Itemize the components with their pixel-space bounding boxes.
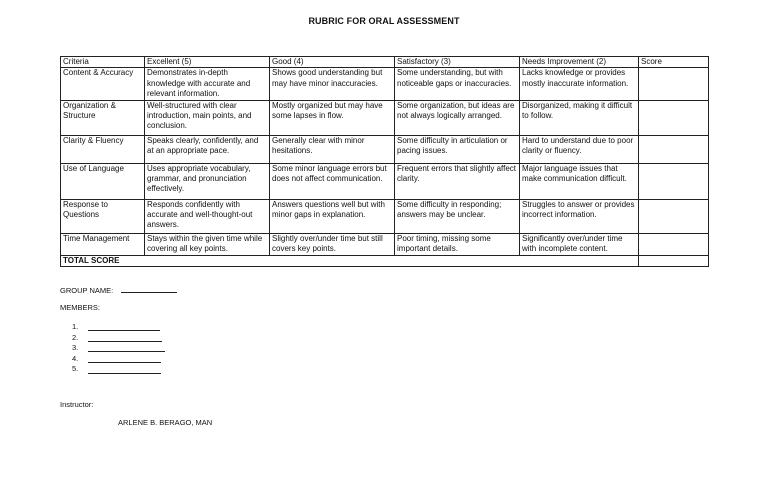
group-name-label: GROUP NAME: xyxy=(60,286,114,295)
table-header-row xyxy=(61,57,709,68)
group-name-line xyxy=(60,285,177,295)
satisfactory-cell: Some difficulty in articulation or pacing issues. xyxy=(395,135,520,163)
satisfactory-cell: Some difficulty in responding; answers may be unclear. xyxy=(395,199,520,233)
member-name-field[interactable] xyxy=(88,366,161,374)
good-cell: Shows good understanding but may have minor inaccuracies. xyxy=(270,68,395,100)
excellent-cell: Well-structured with clear introduction, main points, and conclusion. xyxy=(145,100,270,135)
header-good: Good (4) xyxy=(270,57,395,68)
list-item xyxy=(72,364,165,375)
satisfactory-cell: Poor timing, missing some important details. xyxy=(395,233,520,255)
list-item xyxy=(72,343,165,354)
good-cell: Some minor language errors but does not affect communication. xyxy=(270,163,395,199)
table-row xyxy=(61,135,709,163)
excellent-cell: Speaks clearly, confidently, and at an appropriate pace. xyxy=(145,135,270,163)
criteria-cell: Time Management xyxy=(61,233,145,255)
total-score-row xyxy=(61,255,709,266)
member-name-field[interactable] xyxy=(88,323,160,331)
criteria-cell: Use of Language xyxy=(61,163,145,199)
header-excellent: Excellent (5) xyxy=(145,57,270,68)
list-item xyxy=(72,322,165,333)
good-cell: Generally clear with minor hesitations. xyxy=(270,135,395,163)
needs-improvement-cell: Lacks knowledge or provides mostly inaccurate information. xyxy=(520,68,639,100)
table-row xyxy=(61,68,709,100)
members-label: MEMBERS: xyxy=(60,303,101,312)
total-score-label: TOTAL SCORE xyxy=(61,255,639,266)
member-number: 2. xyxy=(72,332,79,342)
criteria-cell: Organization & Structure xyxy=(61,100,145,135)
rubric-table xyxy=(60,56,709,267)
member-name-field[interactable] xyxy=(88,344,165,352)
score-cell[interactable] xyxy=(639,68,709,100)
table-row xyxy=(61,233,709,255)
list-item xyxy=(72,333,165,344)
instructor-name: ARLENE B. BERAGO, MAN xyxy=(118,418,213,427)
document-title: RUBRIC FOR ORAL ASSESSMENT xyxy=(308,16,460,26)
member-name-field[interactable] xyxy=(88,355,161,363)
excellent-cell: Stays within the given time while covering all key points. xyxy=(145,233,270,255)
needs-improvement-cell: Significantly over/under time with incomplete content. xyxy=(520,233,639,255)
score-cell[interactable] xyxy=(639,100,709,135)
table-row xyxy=(61,199,709,233)
needs-improvement-cell: Disorganized, making it difficult to follow. xyxy=(520,100,639,135)
member-name-field[interactable] xyxy=(88,334,162,342)
score-cell[interactable] xyxy=(639,199,709,233)
member-number: 5. xyxy=(72,364,79,374)
group-name-field[interactable] xyxy=(121,285,177,293)
excellent-cell: Uses appropriate vocabulary, grammar, and pronunciation effectively. xyxy=(145,163,270,199)
criteria-cell: Content & Accuracy xyxy=(61,68,145,100)
table-row xyxy=(61,163,709,199)
good-cell: Mostly organized but may have some lapses in flow. xyxy=(270,100,395,135)
header-satisfactory: Satisfactory (3) xyxy=(395,57,520,68)
members-list xyxy=(72,322,165,375)
member-number: 3. xyxy=(72,343,79,353)
list-item xyxy=(72,354,165,365)
score-cell[interactable] xyxy=(639,163,709,199)
header-score: Score xyxy=(639,57,709,68)
satisfactory-cell: Some understanding, but with noticeable gaps or inaccuracies. xyxy=(395,68,520,100)
good-cell: Slightly over/under time but still covers key points. xyxy=(270,233,395,255)
instructor-label: Instructor: xyxy=(60,400,94,409)
criteria-cell: Response to Questions xyxy=(61,199,145,233)
total-score-cell[interactable] xyxy=(639,255,709,266)
header-needs-improvement: Needs Improvement (2) xyxy=(520,57,639,68)
excellent-cell: Responds confidently with accurate and well-thought-out answers. xyxy=(145,199,270,233)
good-cell: Answers questions well but with minor gaps in explanation. xyxy=(270,199,395,233)
satisfactory-cell: Some organization, but ideas are not always logically arranged. xyxy=(395,100,520,135)
score-cell[interactable] xyxy=(639,233,709,255)
needs-improvement-cell: Major language issues that make communication difficult. xyxy=(520,163,639,199)
criteria-cell: Clarity & Fluency xyxy=(61,135,145,163)
table-row xyxy=(61,100,709,135)
member-number: 1. xyxy=(72,322,79,331)
needs-improvement-cell: Struggles to answer or provides incorrect information. xyxy=(520,199,639,233)
header-criteria: Criteria xyxy=(61,57,145,68)
score-cell[interactable] xyxy=(639,135,709,163)
excellent-cell: Demonstrates in-depth knowledge with accurate and relevant information. xyxy=(145,68,270,100)
member-number: 4. xyxy=(72,353,79,363)
needs-improvement-cell: Hard to understand due to poor clarity or fluency. xyxy=(520,135,639,163)
satisfactory-cell: Frequent errors that slightly affect clarity. xyxy=(395,163,520,199)
